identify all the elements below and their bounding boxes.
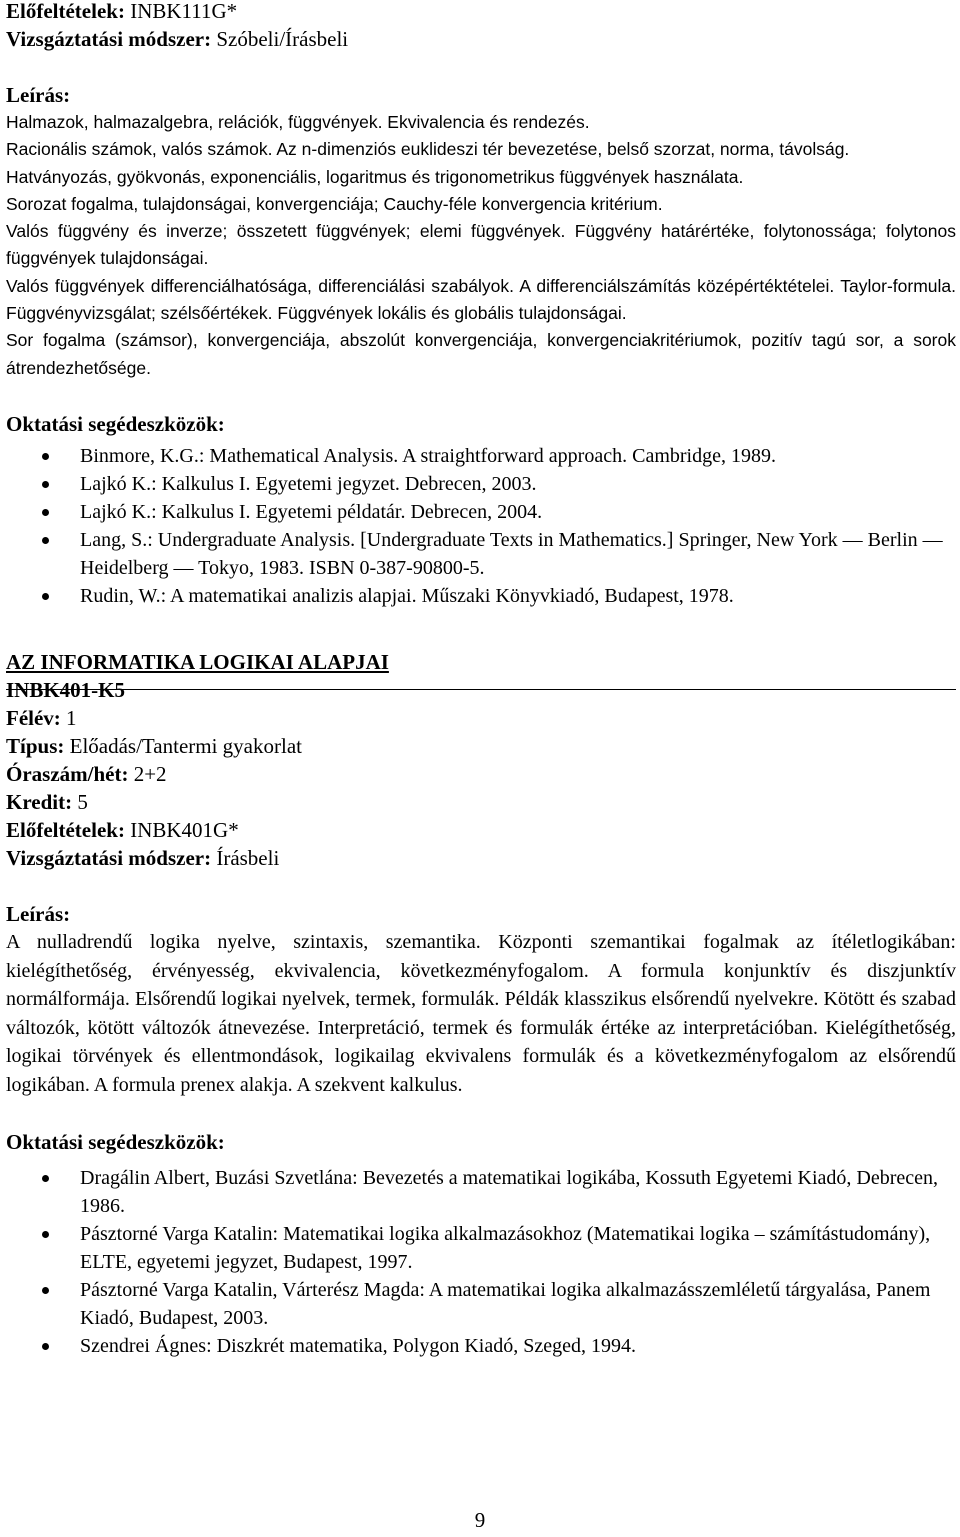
course-title: AZ INFORMATIKA LOGIKAI ALAPJAI [6,649,389,674]
prev-prereq-label: Előfeltételek: [6,0,125,23]
list-item [6,582,956,610]
prev-prereq-value: INBK111G* [130,0,238,23]
prev-desc-paragraph-2: Racionális számok, valós számok. Az n-dimenziós euklideszi tér bevezetése, belső szorzat, norma, távolság. [6,139,850,160]
bullet-icon [42,593,49,600]
page-content [6,0,956,1360]
course-description: A nulladrendű logika nyelve, szintaxis, szemantika. Központi szemantikai fogalmak az ítéletlogikában: kielégíthetőség, érvényesség, ekvivalencia, következményfogalom. A formula konjunktív és diszjunktív normálformája. Elsőrendű logikai nyelvek, termek, formulák. Példák klasszikus elsőrendű nyelvekre. Kötött és szabad változók, kötött változók átnevezése. Interpretáció, termek és formulák értéke az interpretációban. Kielégíthetőség, logikai törvények és ellentmondások, logikailag ekvivalens formulák és a következményfogalom az elsőrendű logikában. A formula prenex alakja. A szekvent kalkulus. [6,930,956,1096]
prev-description [6,109,956,382]
hours-label: Óraszám/hét: [6,761,129,786]
prev-desc-paragraph-3: Hatványozás, gyökvonás, exponenciális, logaritmus és trigonometrikus függvények használata. [6,166,744,187]
prev-desc-label: Leírás: [6,83,71,107]
reference-text: Binmore, K.G.: Mathematical Analysis. A straightforward approach. Cambridge, 1989. [80,444,776,467]
prereq-value: INBK401G* [130,817,239,842]
reference-text: Lajkó K.: Kalkulus I. Egyetemi példatár. Debrecen, 2004. [80,500,543,523]
bullet-icon [42,453,49,460]
bullet-icon [42,1175,49,1182]
reference-text: Lang, S.: Undergraduate Analysis. [Undergraduate Texts in Mathematics.] Springer, New York ― Berlin ― Heidelberg ― Tokyo, 1983. ISBN 0-387-90800-5. [80,528,943,579]
reference-text: Pásztorné Varga Katalin, Várterész Magda: A matematikai logika alkalmazásszemléletű tárgyalása, Panem Kiadó, Budapest, 2003. [80,1278,931,1329]
list-item [6,1276,956,1332]
exam-value: Írásbeli [216,845,280,870]
page-number: 9 [474,1508,486,1532]
prereq-row [6,816,956,844]
credit-row [6,788,956,816]
bullet-icon [42,509,49,516]
prev-exam-row [6,25,956,53]
reference-text: Pásztorné Varga Katalin: Matematikai logika alkalmazásokhoz (Matematikai logika – számítástudomány), ELTE, egyetemi jegyzet, Budapest, 1997. [80,1222,931,1273]
spacer [6,1100,956,1128]
prev-exam-value: Szóbeli/Írásbeli [216,27,349,51]
type-value: Előadás/Tantermi gyakorlat [69,733,302,758]
credit-label: Kredit: [6,789,73,814]
prev-desc-paragraph-1: Halmazok, halmazalgebra, relációk, függvények. Ekvivalencia és rendezés. [6,112,590,132]
reference-text: Dragálin Albert, Buzási Szvetlána: Bevezetés a matematikai logikába, Kossuth Egyetemi Kiadó, Debrecen, 1986. [80,1166,939,1217]
tools-label: Oktatási segédeszközök: [6,1129,225,1154]
bullet-icon [42,537,49,544]
reference-text: Rudin, W.: A matematikai analizis alapjai. Műszaki Könyvkiadó, Budapest, 1978. [80,584,734,607]
section-divider [6,689,956,690]
prev-prereq-row [6,0,956,25]
credit-value: 5 [77,789,88,814]
semester-label: Félév: [6,705,61,730]
prev-tools-list [6,442,956,610]
type-row [6,732,956,760]
prereq-label: Előfeltételek: [6,817,125,842]
list-item [6,1332,956,1360]
bullet-icon [42,1231,49,1238]
hours-value: 2+2 [133,761,167,786]
spacer [6,382,956,410]
exam-label: Vizsgáztatási módszer: [6,845,212,870]
prev-exam-label: Vizsgáztatási módszer: [6,27,212,51]
hours-row [6,760,956,788]
spacer [6,872,956,900]
reference-text: Szendrei Ágnes: Diszkrét matematika, Polygon Kiadó, Szeged, 1994. [80,1334,636,1357]
bullet-icon [42,1343,49,1350]
list-item [6,526,956,582]
reference-text: Lajkó K.: Kalkulus I. Egyetemi jegyzet. Debrecen, 2003. [80,472,537,495]
prev-desc-paragraph-6: Valós függvények differenciálhatósága, differenciálási szabályok. A differenciálszámítás középértéktételei. Taylor-formula. Függvényvizsgálat; szélsőértékek. Függvények lokális és globális tulajdonságai. [6,275,956,324]
list-item [6,1164,956,1220]
semester-value: 1 [66,705,77,730]
prev-tools-label: Oktatási segédeszközök: [6,411,225,436]
bullet-icon [42,481,49,488]
prev-desc-paragraph-5: Valós függvény és inverze; összetett függvények; elemi függvények. Függvény határértéke, folytonossága; folytonos függvények tulajdonságai. [6,221,956,269]
tools-list [6,1164,956,1360]
type-label: Típus: [6,733,65,758]
desc-label: Leírás: [6,901,71,926]
spacer [6,53,956,81]
spacer [6,610,956,648]
prev-desc-paragraph-7: Sor fogalma (számsor), konvergenciája, abszolút konvergenciája, konvergenciakritériumok, pozitív tagú sor, a sorok átrendezhetősége. [6,330,956,378]
semester-row [6,704,956,732]
list-item [6,1220,956,1276]
prev-desc-paragraph-4: Sorozat fogalma, tulajdonságai, konvergenciája; Cauchy-féle konvergencia kritérium. [6,193,663,214]
exam-row [6,844,956,872]
list-item [6,442,956,470]
list-item [6,470,956,498]
course-code: INBK401-K5 [6,677,126,702]
bullet-icon [42,1287,49,1294]
list-item [6,498,956,526]
